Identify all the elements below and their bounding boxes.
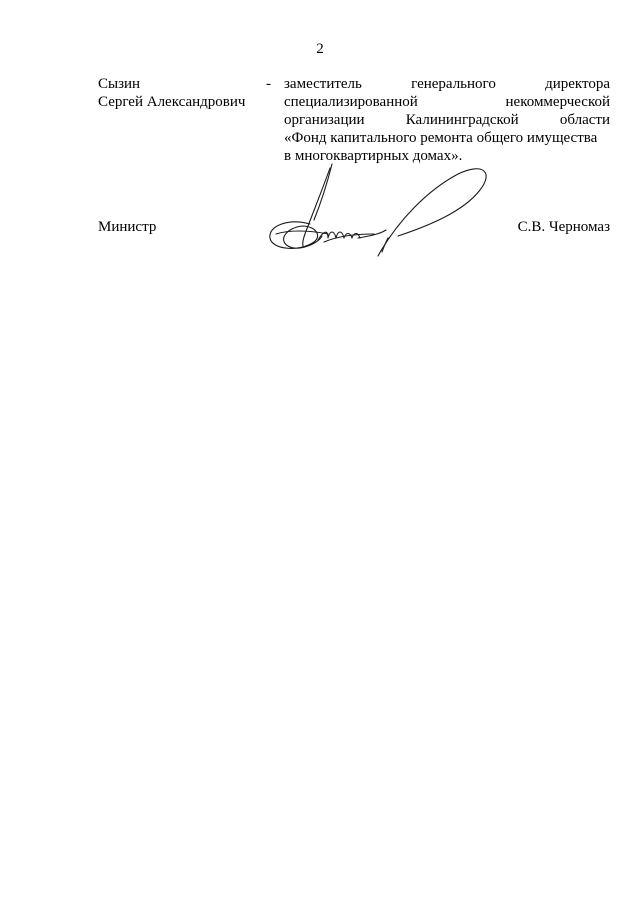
signatory-name: С.В. Черномаз: [517, 219, 610, 235]
role-line: [284, 75, 610, 93]
member-dash: -: [266, 76, 271, 92]
role-word: генерального: [411, 76, 496, 92]
role-word: области: [559, 112, 610, 128]
member-surname: Сызин: [98, 76, 141, 92]
role-word: организации: [284, 112, 365, 128]
role-line: [284, 93, 610, 111]
role-word: заместитель: [284, 76, 362, 92]
role-word: в многоквартирных домах».: [284, 148, 463, 164]
signature-block: [98, 218, 610, 238]
member-given-names: Сергей Александрович: [98, 94, 246, 110]
role-word: Калининградской: [405, 112, 519, 128]
member-name: [98, 75, 268, 111]
role-line: [284, 129, 610, 147]
member-role: [284, 75, 610, 165]
role-word: директора: [545, 76, 610, 92]
role-line: [284, 111, 610, 129]
role-word: специализированной: [284, 94, 418, 110]
handwritten-signature: [258, 160, 498, 265]
role-word: некоммерческой: [505, 94, 610, 110]
page-number: 2: [316, 41, 324, 57]
role-word: «Фонд капитального ремонта общего имущества: [284, 130, 598, 146]
signatory-title: Министр: [98, 219, 157, 235]
